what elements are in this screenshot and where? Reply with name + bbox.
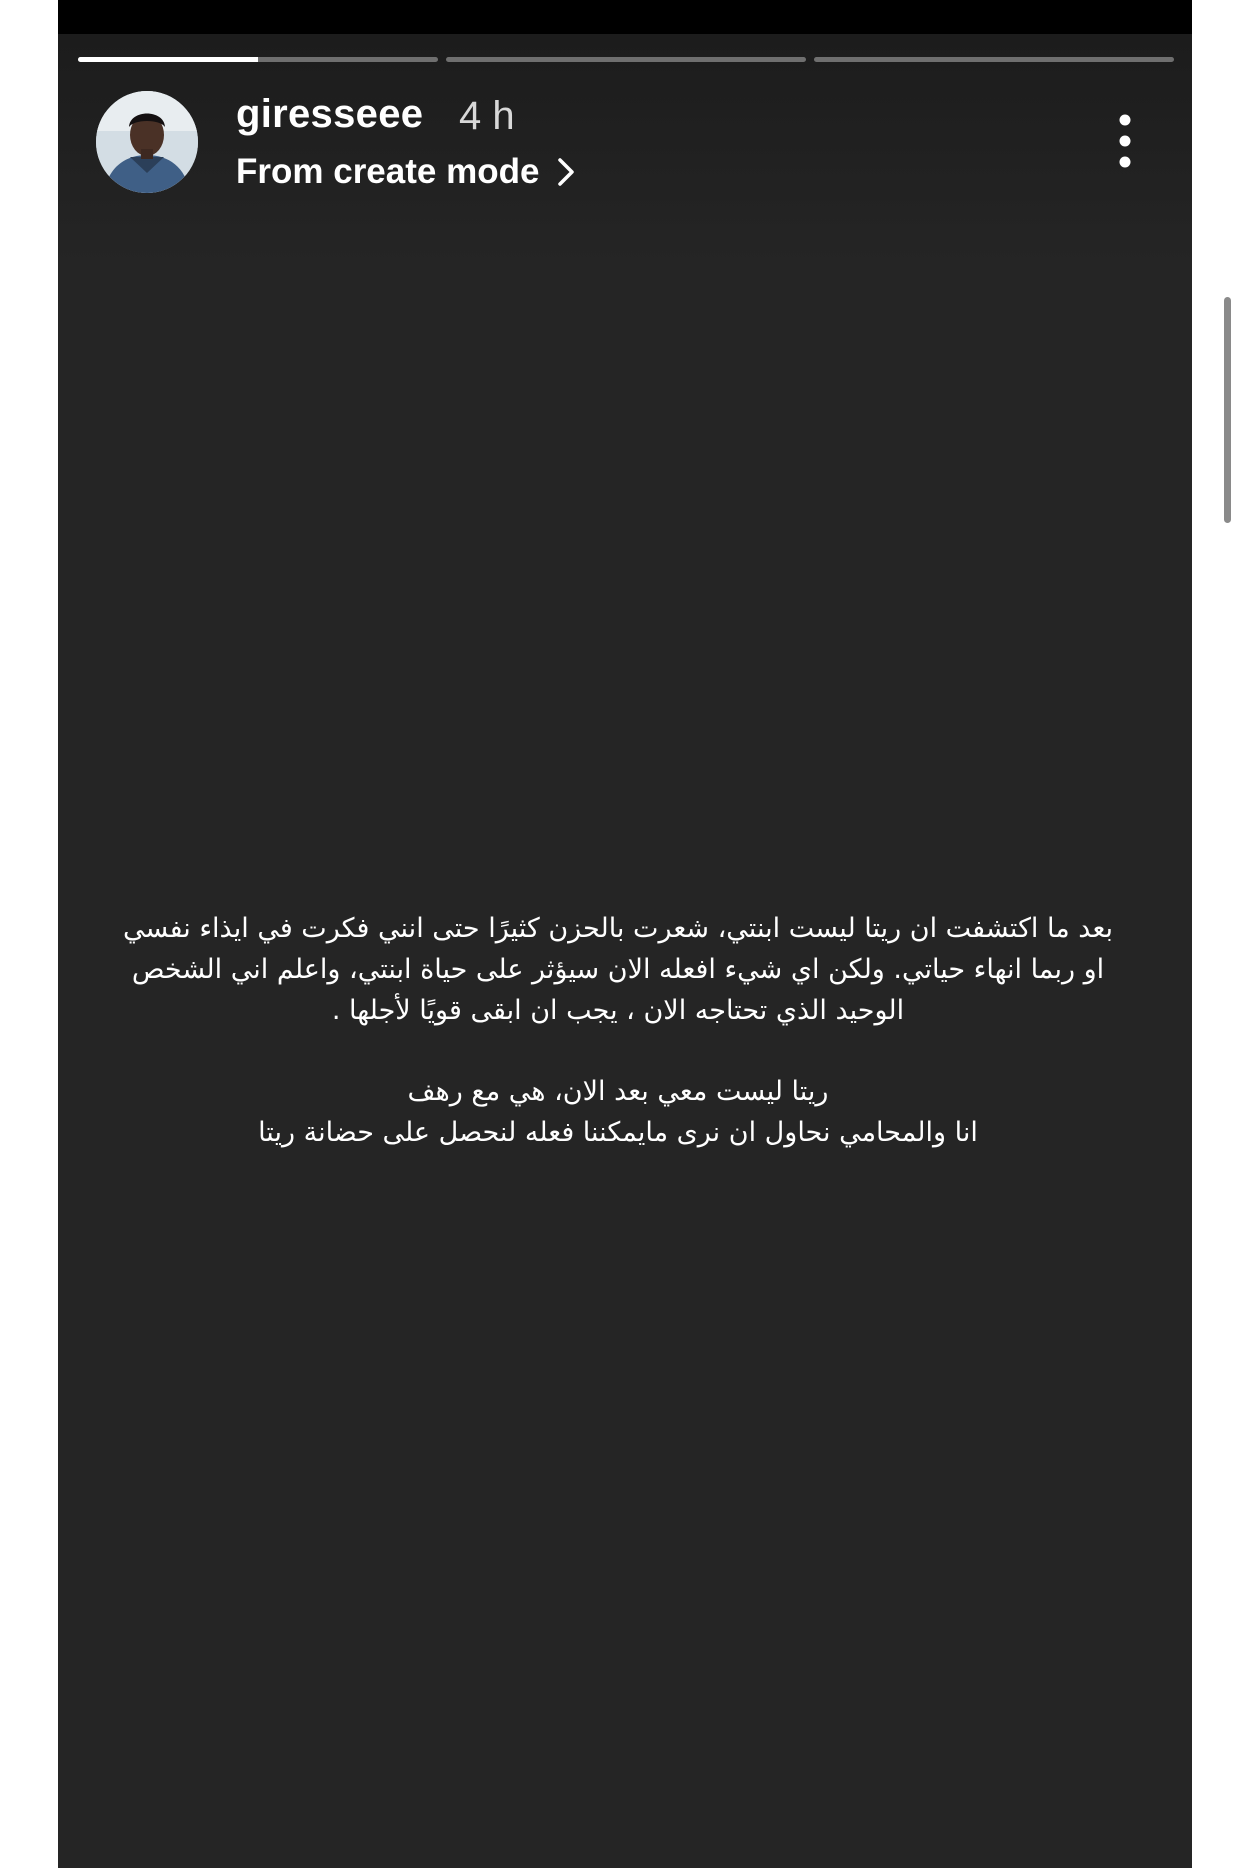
create-mode-label: From create mode	[236, 152, 540, 191]
status-bar-strip	[58, 0, 1192, 34]
story-progress-bar	[78, 57, 1174, 62]
story-line: انا والمحامي نحاول ان نرى مايمكننا فعله لنحصل على حضانة ريتا	[258, 1117, 978, 1148]
chevron-right-icon	[557, 157, 575, 187]
story-viewer[interactable]	[58, 0, 1192, 1868]
progress-segment-3	[814, 57, 1174, 62]
post-time: 4 h	[459, 94, 515, 138]
story-paragraph-1: بعد ما اكتشفت ان ريتا ليست ابنتي، شعرت بالحزن كثيرًا حتى انني فكرت في ايذاء نفسي او ربما انهاء حياتي. ولكن اي شيء افعله الان سيؤثر على حياة ابنتي، واعلم اني الشخص الوحيد الذي تحتاجه الان ، يجب ان ابقى قويًا لأجلها .	[123, 913, 1113, 1026]
progress-segment-1	[78, 57, 438, 62]
header-gradient	[58, 34, 1192, 264]
avatar[interactable]	[96, 91, 198, 193]
more-vertical-icon[interactable]	[1110, 114, 1140, 168]
create-mode-link[interactable]	[236, 152, 575, 192]
progress-segment-2	[446, 57, 806, 62]
story-line: ريتا ليست معي بعد الان، هي مع رهف	[407, 1076, 829, 1107]
username[interactable]: giresseee	[236, 92, 424, 136]
progress-fill	[78, 57, 258, 62]
scrollbar-thumb[interactable]	[1224, 297, 1231, 523]
story-paragraph-2	[118, 1071, 1118, 1153]
story-text	[118, 908, 1118, 1153]
profile-photo	[96, 91, 198, 193]
